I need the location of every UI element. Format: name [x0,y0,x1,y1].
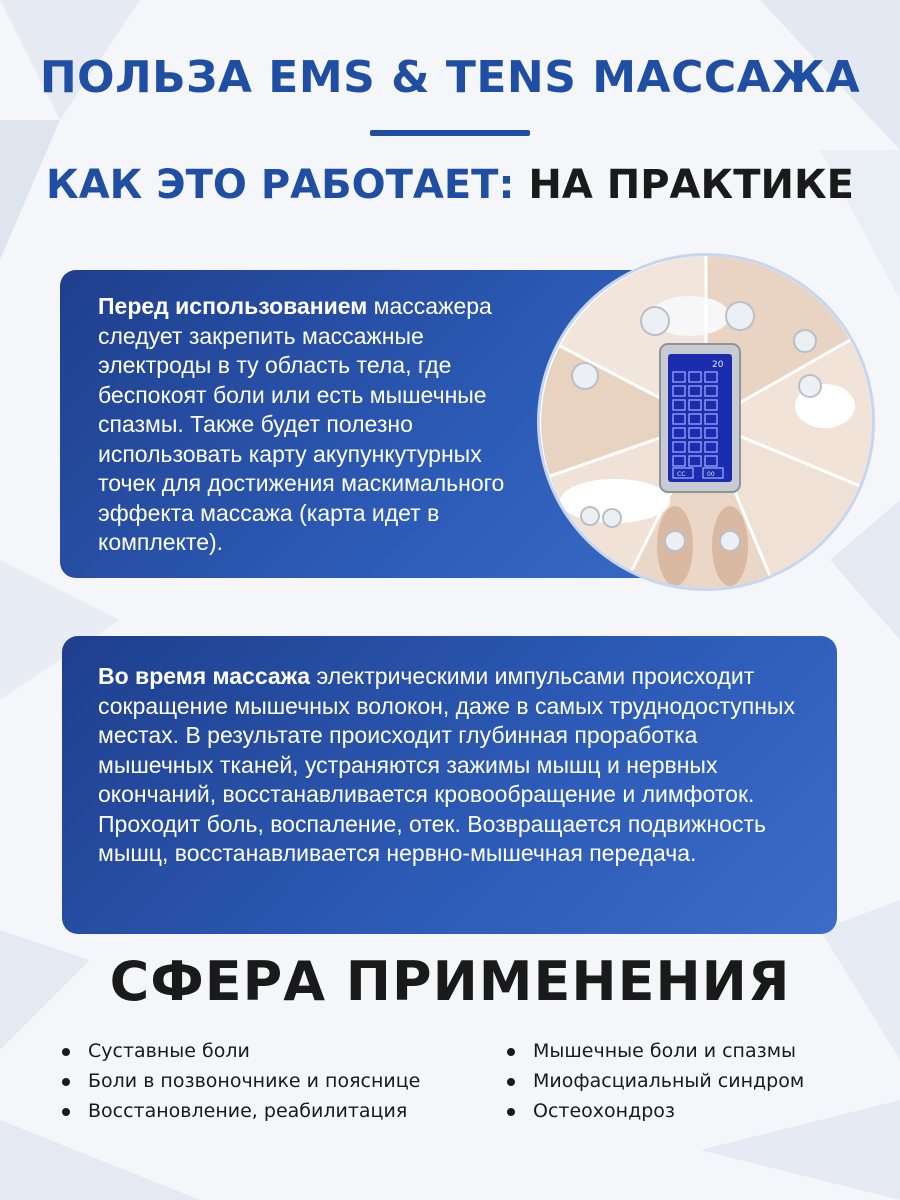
device-button-left: CC [677,471,686,478]
application-list-left [60,1036,420,1126]
device-display-value: 20 [712,360,724,370]
during-massage-panel [62,636,837,934]
list-item: Миофасциальный синдром [505,1066,804,1096]
list-item: Суставные боли [60,1036,420,1066]
sphere-title: СФЕРА ПРИМЕНЕНИЯ [109,950,791,1013]
title-divider [370,130,530,136]
device-button-right: 00 [707,471,715,478]
block1-text: массажера следует закрепить массажные электроды в ту область тела, где беспокоят боли или есть мышечные спазмы. Также будет полезно использовать карту акупункутурных точек для достижения маскимального эффекта массажа (карта идет в комплекте). [98,293,505,555]
block2-bold: Во время массажа [98,663,311,689]
block2-text: электрическими импульсами происходит сокращение мышечных волокон, даже в самых труднодоступных местах. В результате происходит глубинная проработка мышечных тканей, устраняются зажимы мышц и нервных окончаний, восстанавливается кровообращение и лимфоток. Проходит боль, воспаление, отек. Возвращается подвижность мышц, восстанавливается нервно-мышечная передача. [98,663,795,866]
page-title: ПОЛЬЗА EMS & TENS МАССАЖА [39,52,861,103]
device-usage-illustration [540,256,872,588]
illustration-svg [540,256,872,588]
subtitle-dark: НА ПРАКТИКЕ [528,162,854,208]
list-item: Боли в позвоночнике и пояснице [60,1066,420,1096]
subtitle-blue: КАК ЭТО РАБОТАЕТ: [46,162,515,208]
list-item: Остеохондроз [505,1096,804,1126]
list-item: Мышечные боли и спазмы [505,1036,804,1066]
application-list-right [505,1036,804,1126]
list-item: Восстановление, реабилитация [60,1096,420,1126]
page-subtitle [0,162,900,208]
block1-bold: Перед использованием [98,293,368,319]
